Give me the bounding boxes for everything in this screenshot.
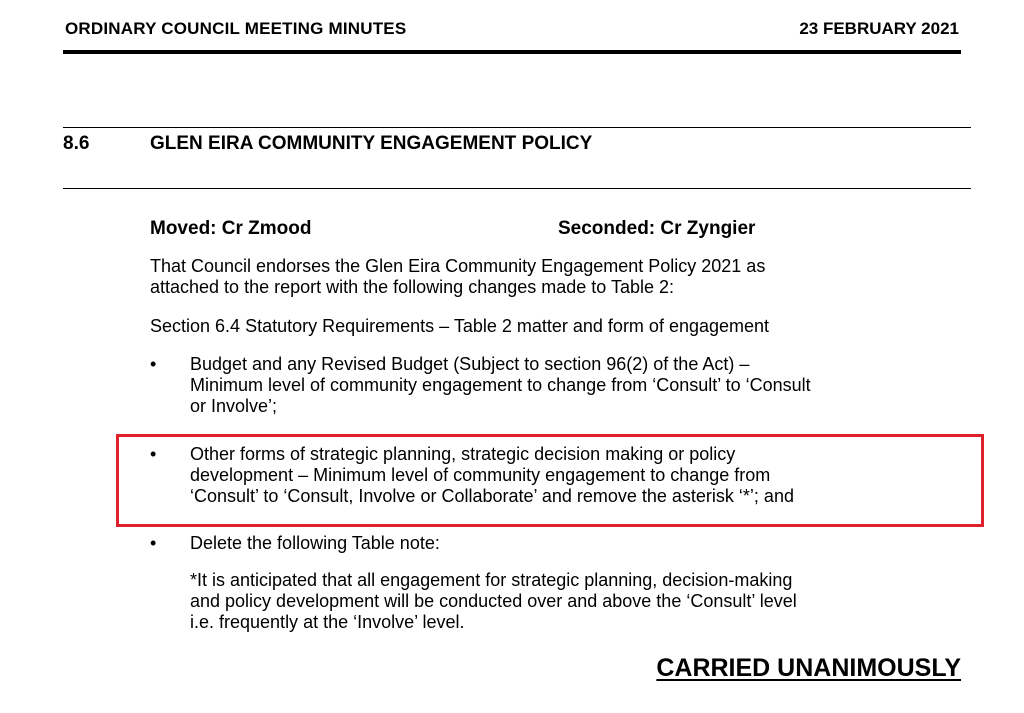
bullet-2-line: Other forms of strategic planning, strategic decision making or policy	[190, 444, 736, 464]
document-header-date: 23 FEBRUARY 2021	[799, 19, 959, 38]
table-note-line: i.e. frequently at the ‘Involve’ level.	[190, 612, 465, 632]
bullet-marker: •	[150, 444, 157, 464]
section-title: GLEN EIRA COMMUNITY ENGAGEMENT POLICY	[150, 133, 593, 154]
bullet-3-line: Delete the following Table note:	[190, 533, 440, 553]
section-reference: Section 6.4 Statutory Requirements – Table 2 matter and form of engagement	[150, 316, 770, 336]
resolution-intro-line: That Council endorses the Glen Eira Community Engagement Policy 2021 as	[150, 256, 766, 276]
motion-outcome: CARRIED UNANIMOUSLY	[656, 654, 961, 682]
section-divider-bottom	[63, 188, 971, 189]
section-divider-top	[63, 127, 971, 128]
bullet-1-line: Minimum level of community engagement to change from ‘Consult’ to ‘Consult	[190, 375, 811, 395]
table-note-line: and policy development will be conducted over and above the ‘Consult’ level	[190, 591, 797, 611]
bullet-marker: •	[150, 533, 157, 553]
moved-by: Moved: Cr Zmood	[150, 218, 312, 239]
header-divider	[63, 50, 961, 54]
bullet-marker: •	[150, 354, 157, 374]
document-header-title: ORDINARY COUNCIL MEETING MINUTES	[65, 19, 407, 38]
bullet-2-line: ‘Consult’ to ‘Consult, Involve or Collaborate’ and remove the asterisk ‘*’; and	[190, 486, 794, 506]
seconded-by: Seconded: Cr Zyngier	[558, 218, 756, 239]
section-number: 8.6	[63, 133, 90, 154]
bullet-2-line: development – Minimum level of community engagement to change from	[190, 465, 771, 485]
bullet-1-line: or Involve’;	[190, 396, 278, 416]
bullet-1-line: Budget and any Revised Budget (Subject to section 96(2) of the Act) –	[190, 354, 750, 374]
resolution-intro-line: attached to the report with the following changes made to Table 2:	[150, 277, 675, 297]
table-note-line: *It is anticipated that all engagement for strategic planning, decision-making	[190, 570, 793, 590]
